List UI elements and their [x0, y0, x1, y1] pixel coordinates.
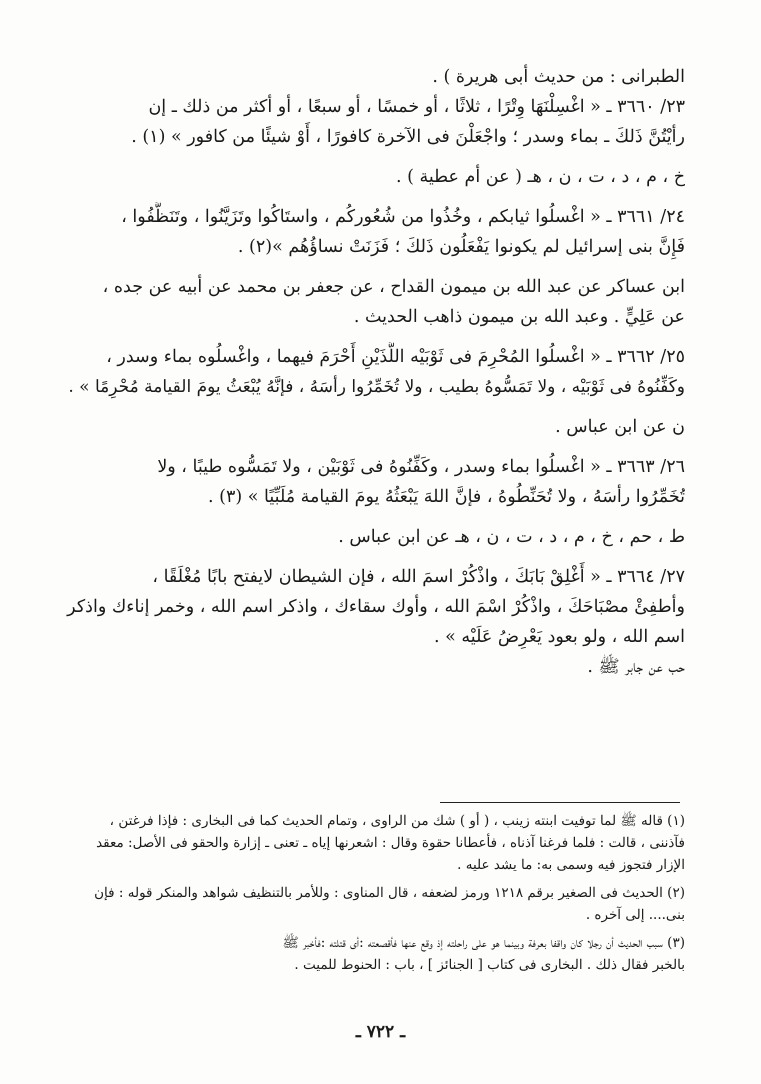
page-number: ـ ٧٢٢ ـ — [355, 1022, 406, 1042]
footnotes — [60, 810, 685, 976]
footnote-divider — [440, 802, 680, 803]
footnote-1-line-2: فآذننى ، قالت : فلما فرغنا آذناه ، فأعطانا حقوة وقال : اشعرنها إياه ـ تعنى ـ إزارة والحقو فى الأصل: معقد — [96, 835, 685, 851]
footnote-2-line-1: (٢) الحديث فى الصغير برقم ١٢١٨ ورمز لضعفه ، قال المناوى : وللأمر بالتنظيف شواهد والمنكر قوله : فإن — [94, 885, 685, 901]
main-text — [60, 62, 685, 682]
footnote-3-line-1: (٣) سبب الحديث أن رجلا كان واقفا بعرفة وبينما هو على راحلته إذ وقع عنها فأقصعته :أى قتلته :فأخبر ﷺ — [282, 935, 685, 951]
footnote-1-line-1: (١) قاله ﷺ لما توفيت ابنته زينب ، ( أو ) شك من الراوى ، وتمام الحديث كما فى البخارى : فإذا فرغتن ، — [109, 813, 685, 829]
hadith-3662-source: ن عن ابن عباس . — [555, 417, 685, 437]
hadith-3661-line-2: فَإِنَّ بنى إسرائيل لم يكونوا يَفْعَلُون ذَلكَ ؛ فَزَنَتْ نساؤُهُم »(٢) . — [237, 237, 685, 257]
hadith-3661-source-1: ابن عساكر عن عبد الله بن ميمون القداح ، عن جعفر بن محمد عن أبيه عن جده ، — [102, 277, 685, 297]
hadith-3661-line-1: ٢٤/ ٣٦٦١ ـ « اغْسلُوا ثيابكم ، وخُذُوا من شُعُوركُم ، واستَاكُوا وتَزَيَّنُوا ، وتَنَظَّفُوا ، — [121, 207, 685, 227]
hadith-3662-line-1: ٢٥/ ٣٦٦٢ ـ « اغْسلُوا المُحْرِمَ فى ثَوْبَيْه اللَّذَيْنِ أَحْرَمَ فيهما ، واغْسلُوه بماء وسدر ، — [106, 347, 685, 367]
hadith-3661-source-2: عن عَلِيٍّ . وعبد الله بن ميمون ذاهب الحديث . — [353, 307, 685, 327]
footnote-3-line-2: بالخبر فقال ذلك . البخارى فى كتاب [ الجنائز ] ، باب : الحنوط للميت . — [294, 957, 685, 973]
hadith-3664-source: حب عن جابر ﷺ . — [587, 657, 685, 677]
hadith-3664-line-1: ٢٧/ ٣٦٦٤ ـ « أَغْلِقْ بَابَكَ ، واذْكُرْ اسمَ الله ، فإن الشيطان لايفتح بابًا مُغْلَقًا ، — [152, 567, 685, 587]
hadith-3660-source: خ ، م ، د ، ت ، ن ، هـ ( عن أم عطية ) . — [396, 167, 685, 187]
hadith-3662-line-2: وكَفِّنُوهُ فى ثَوْبَيْه ، ولا تَمَسُّوهُ بطيب ، ولا تُخَمِّرُوا رأسَهُ ، فإنَّهُ يُبْعَثُ يومَ القيامة مُحْرِمًا » . — [68, 377, 685, 397]
hadith-3664-line-3: اسم الله ، ولو بعود يَعْرِضُ عَلَيْه » . — [434, 627, 685, 647]
hadith-3660-line-2: رأيْتُنَّ ذَلكَ ـ بماء وسدر ؛ واجْعَلْنَ فى الآخرة كافورًا ، أَوْ شيئًا من كافور » (١) . — [131, 127, 685, 147]
hadith-3663-source: ط ، حم ، خ ، م ، د ، ت ، ن ، هـ عن ابن عباس . — [338, 527, 685, 547]
footnote-1-line-3: الإزار فتجوز فيه وسمى به: ما يشد عليه . — [457, 857, 685, 873]
hadith-3663-line-1: ٢٦/ ٣٦٦٣ ـ « اغْسلُوا بماء وسدر ، وكَفِّنُوهُ فى ثَوْبَيْن ، ولا تَمَسُّوه طيبًا ، ولا — [157, 457, 685, 477]
footnote-2-line-2: بنى.... إلى آخره . — [585, 907, 685, 923]
hadith-3664-line-2: وأطفِئْ مصْبَاحَكَ ، واذْكُرْ اسْمَ الله ، وأوك سقاءك ، واذكر اسم الله ، وخمر إناءك واذكر — [67, 597, 685, 617]
text-line: الطبرانى : من حديث أبى هريرة ) . — [432, 67, 685, 87]
hadith-3660-line-1: ٢٣/ ٣٦٦٠ ـ « اغْسِلْنَهَا وِتْرًا ، ثلاثًا ، أو خمسًا ، أو سبعًا ، أو أكثر من ذلك ـ إن — [148, 97, 685, 117]
hadith-3663-line-2: تُخَمِّرُوا رأسَهُ ، ولا تُحَنِّطُوهُ ، فإنَّ اللهَ يَبْعَثُهُ يومَ القيامة مُلَبِّيًا » (٣) . — [208, 487, 685, 507]
